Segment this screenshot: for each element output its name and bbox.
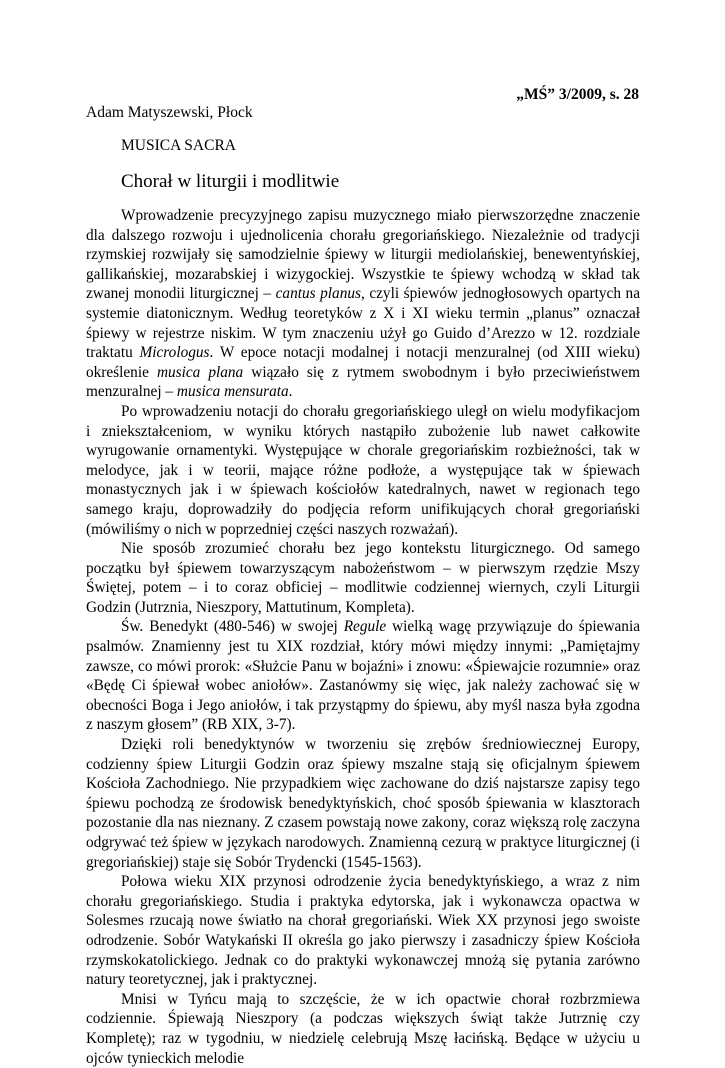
text-segment: Dzięki roli benedyktynów w tworzeniu się zrębów średniowiecznej Europy, codzienny śpiew Liturgii Godzin oraz śpiewy mszalne stają się oficjalnym śpiewem Kościoła Zachodniego. Nie przypadkiem więc zachowane do dziś najstarsze zapisy tego śpiewu pochodzą ze środowisk benedyktyńskich, choć sposób śpiewania w klasztorach pozostanie dla nas nieznany. Z czasem powstają nowe zakony, coraz większą rolę zaczyna odgrywać też śpiew w językach narodowych. Znamienną cezurą w praktyce liturgicznej (i gregoriańskiej) staje się Sobór Trydencki (1545-1563). [86, 736, 640, 871]
text-segment: Mnisi w Tyńcu mają to szczęście, że w ich opactwie chorał rozbrzmiewa codziennie. Śpiewają Nieszpory (a podczas większych świąt także Jutrznię czy Kompletę); raz w tygodniu, w niedzielę celebrują Mszę łacińską. Będące w użyciu u ojców tynieckich melodie [86, 990, 640, 1067]
text-segment: Po wprowadzeniu notacji do chorału gregoriańskiego uległ on wielu modyfikacjom i zniekształceniom, w wyniku których nastąpiło zubożenie lub nawet całkowite wyrugowanie ornamentyki. Występujące w chorale gregoriańskim rozbieżności, tak w melodyce, jak i w teorii, mające różne podłoże, a występujące tak w śpiewach monastycznych jak i w śpiewach kościołów katedralnych, nawet w regionach tego samego kraju, doprowadziły do podjęcia reform unifikujących chorał gregoriański (mówiliśmy o nich w poprzedniej części naszych rozważań). [86, 402, 640, 538]
body-paragraph [86, 872, 640, 990]
article-title: Chorał w liturgii i modlitwie [121, 171, 340, 192]
italic-text: cantus planus [275, 285, 361, 303]
body-paragraph [86, 539, 640, 617]
text-segment: Połowa wieku XIX przynosi odrodzenie życia benedyktyńskiego, a wraz z nim chorału gregoriańskiego. Studia i praktyka edytorska, jak i wykonawcza opactwa w Solesmes rzucają nowe światło na chorał gregoriański. Wiek XX przynosi jego swoiste odrodzenie. Sobór Watykański II określa go jako pierwszy i zasadniczy śpiew Kościoła rzymskokatolickiego. Jednak co do praktyki wykonawczej mnożą się pytania zarówno natury teoretycznej, jak i praktycznej. [86, 873, 640, 989]
text-segment: Św. Benedykt (480-546) w swojej [121, 618, 344, 636]
body-paragraph [86, 735, 640, 872]
text-segment: Wprowadzenie precyzyjnego zapisu muzycznego miało pierwszorzędne znaczenie dla dalszego rozwoju i ujednolicenia chorału gregoriańskiego. Niezależnie od tradycji rzymskiej rozwijały się samodzielnie śpiewy w liturgii mediolańskiej, benewentyńskiej, gallikańskiej, mozarabskiej i wizygockiej. Wszystkie te śpiewy wchodzą w skład tak zwanej monodii liturgicznej – [86, 207, 640, 303]
text-segment: , czyli śpiewów jednogłosowych opartych na systemie diatonicznym. Według teoretyków z X i XI wieku termin „planus” oznaczał śpiewy w rejestrze niskim. W tym znaczeniu użył go Guido d’Arezzo w 12. rozdziale traktatu [86, 285, 640, 362]
article-body [86, 206, 640, 1068]
text-segment: . W epoce notacji modalnej i notacji menzuralnej (od XIII wieku) określenie [86, 344, 640, 381]
body-paragraph [86, 206, 640, 402]
author-line: Adam Matyszewski, Płock [86, 104, 253, 121]
body-paragraph [86, 990, 640, 1068]
citation: „MŚ” 3/2009, s. 28 [516, 86, 639, 103]
text-segment: wielką wagę przywiązuje do śpiewania psalmów. Znamienny jest tu XIX rozdział, który mówi między innymi: „Pamiętajmy zawsze, co mówi prorok: «Służcie Panu w bojaźni» i znowu: «Śpiewajcie rozumnie» oraz «Będę Ci śpiewał wobec aniołów». Zastanówmy się więc, jak należy zachować się w obecności Boga i Jego aniołów, i tak przystąpmy do śpiewu, aby myśl nasza była zgodna z naszym głosem” (RB XIX, 3-7). [86, 618, 640, 734]
italic-text: musica plana [156, 363, 244, 381]
text-segment: Nie sposób zrozumieć chorału bez jego kontekstu liturgicznego. Od samego początku był śpiewem towarzyszącym nabożeństwom – w pierwszym rzędzie Mszy Świętej, potem – i to coraz obficiej – modlitwie codziennej wiernych, czyli Liturgii Godzin (Jutrznia, Nieszpory, Mattutinum, Kompleta). [86, 540, 640, 616]
text-segment: wiązało się z rytmem swobodnym i było przeciwieństwem menzuralnej – [86, 363, 640, 401]
section-label: MUSICA SACRA [121, 137, 236, 154]
italic-text: musica mensurata [176, 383, 289, 401]
body-paragraph [86, 402, 640, 539]
italic-text: Regule [343, 618, 387, 636]
text-segment: . [288, 383, 293, 401]
body-paragraph [86, 617, 640, 735]
italic-text: Micrologus [139, 344, 210, 362]
